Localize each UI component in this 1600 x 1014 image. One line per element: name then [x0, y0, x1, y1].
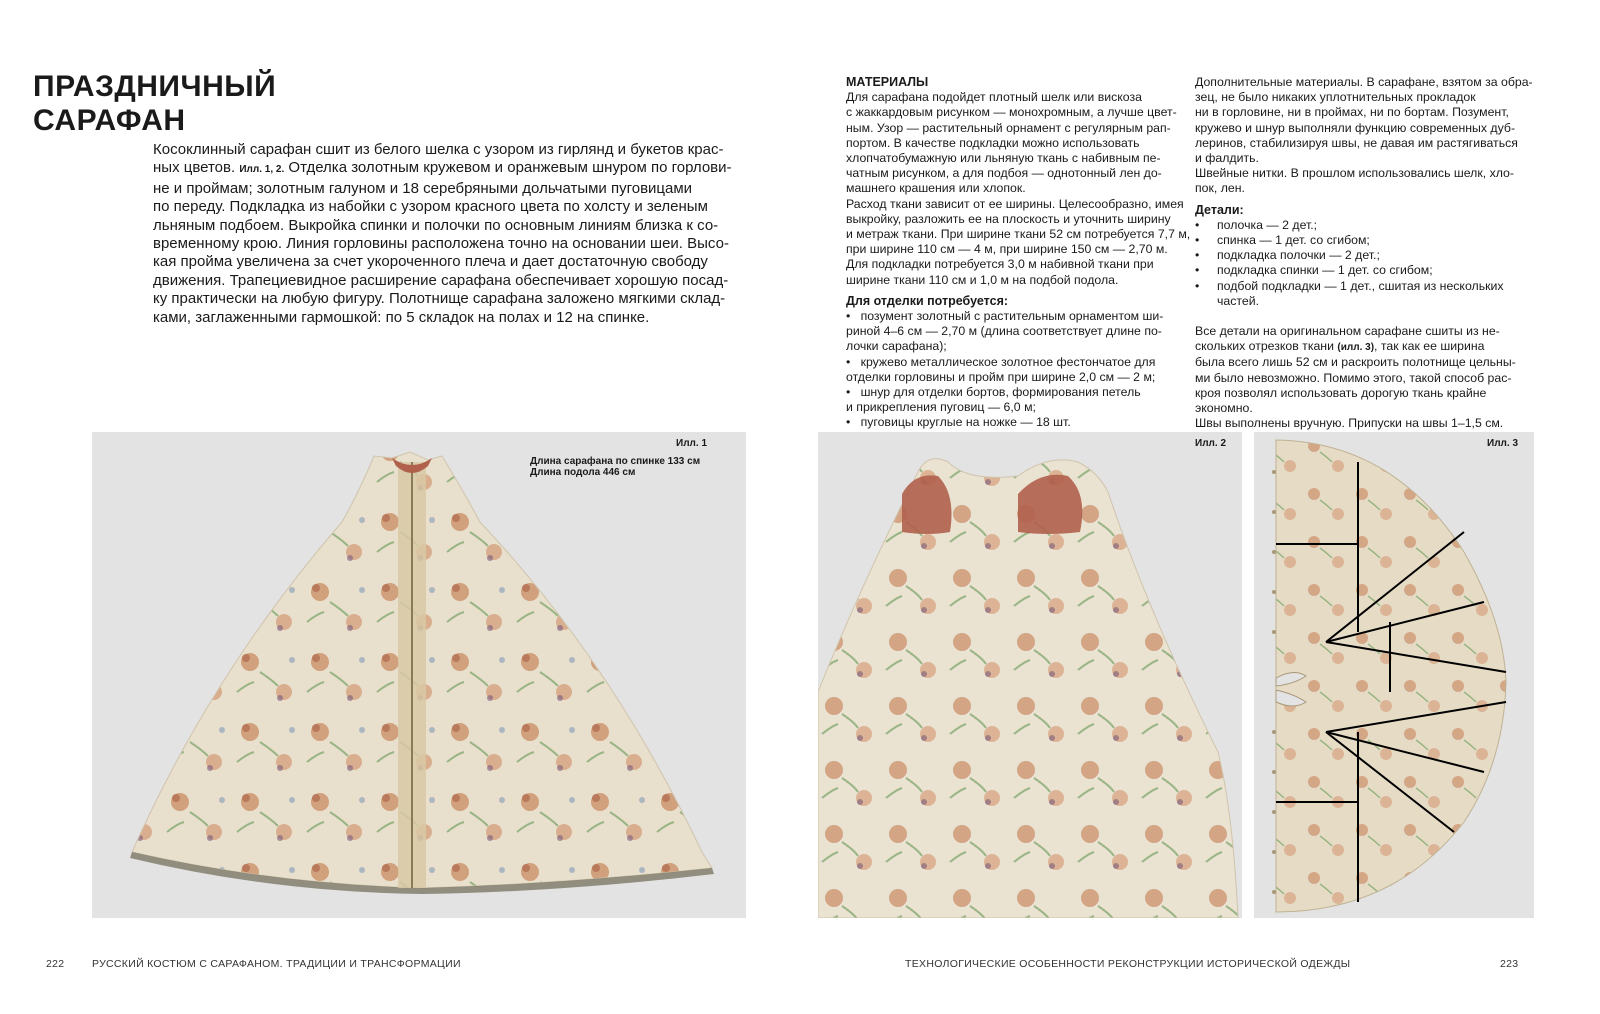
- materials-line: с жаккардовым рисунком — монохромным, а лучше цвет-: [846, 105, 1177, 120]
- title-line-2: САРАФАН: [33, 104, 186, 137]
- cutting-line: Швы выполнены вручную. Припуски на швы 1–1,5 см.: [1195, 416, 1504, 431]
- details-text: частей.: [1217, 293, 1260, 308]
- details-list-item: [1195, 218, 1540, 233]
- details-list-item: [1195, 279, 1540, 309]
- trim-line: и прикрепления пуговиц — 6,0 м;: [846, 400, 1036, 415]
- bullet: •: [846, 415, 851, 430]
- intro-line: ками, заглаженными гармошкой: по 5 складок на полах и 12 на спинке.: [153, 308, 650, 326]
- figure-3-photo: [1254, 432, 1534, 918]
- intro-text: ных цветов.: [153, 159, 240, 177]
- cutting-line: Все детали на оригинальном сарафане сшиты из не-: [1195, 324, 1500, 339]
- materials-line: Расход ткани зависит от ее ширины. Целесообразно, имея: [846, 196, 1184, 211]
- extra-line: Дополнительные материалы. В сарафане, взятом за обра-: [1195, 75, 1533, 89]
- extra-line: леринов, стабилизируя швы, не давая им растягиваться: [1195, 135, 1518, 150]
- cutting-line: экономно.: [1195, 401, 1253, 416]
- intro-text: Отделка золотным кружевом и оранжевым шнуром по горлови-: [284, 159, 732, 177]
- materials-line: при ширине 110 см — 4 м, при ширине 150 см — 2,70 м.: [846, 242, 1168, 257]
- bullet: •: [1195, 233, 1200, 248]
- materials-line: машнего крашения или хлопок.: [846, 181, 1026, 196]
- sarafan-back-image: [818, 432, 1242, 918]
- trim-heading: Для отделки потребуется:: [846, 293, 1009, 308]
- figure-3-label: Илл. 3: [1487, 438, 1519, 449]
- cutting-line: была всего лишь 52 см и раскроить полотнище цельны-: [1195, 355, 1516, 370]
- extra-column: [1195, 75, 1540, 431]
- materials-line: портом. В качестве подкладки можно использовать: [846, 135, 1140, 150]
- bullet: •: [846, 385, 851, 400]
- materials-line: ширине ткани 110 см и 1,0 м на подбой подола.: [846, 272, 1119, 287]
- title-line-1: ПРАЗДНИЧНЫЙ: [33, 70, 277, 103]
- extra-line: и фалдить.: [1195, 151, 1259, 166]
- page-number-left: 222: [46, 958, 65, 970]
- figure-reference: (илл. 3): [1337, 342, 1375, 354]
- cutting-line: ми было невозможно. Помимо этого, такой способ рас-: [1195, 370, 1512, 385]
- bullet: •: [1195, 263, 1200, 278]
- figure-1-caption: [530, 456, 700, 478]
- running-head-left: РУССКИЙ КОСТЮМ С САРАФАНОМ. ТРАДИЦИИ И ТРАНСФОРМАЦИИ: [92, 958, 461, 970]
- materials-heading: МАТЕРИАЛЫ: [846, 75, 929, 89]
- details-text: подкладка полочки — 2 дет.;: [1217, 248, 1380, 263]
- running-head-right: ТЕХНОЛОГИЧЕСКИЕ ОСОБЕННОСТИ РЕКОНСТРУКЦИИ ИСТОРИЧЕСКОЙ ОДЕЖДЫ: [905, 958, 1351, 970]
- caption-length-back: Длина сарафана по спинке 133 см: [530, 456, 701, 467]
- figure-1-photo: [92, 432, 746, 918]
- page-title: [33, 70, 276, 138]
- extra-line: кружево и шнур выполняли функцию современных дуб-: [1195, 120, 1516, 135]
- intro-line: по переду. Подкладка из набойки с узором красного цвета по холсту и зеленым: [153, 198, 708, 216]
- extra-line: Швейные нитки. В прошлом использовались шелк, хло-: [1195, 166, 1514, 181]
- trim-line: [846, 385, 1176, 400]
- intro-line: ку практически на любую фигуру. Полотнище сарафана заложено мягкими склад-: [153, 290, 726, 308]
- details-list-item: [1195, 248, 1540, 263]
- intro-paragraph: [153, 141, 733, 327]
- figure-1-label: Илл. 1: [676, 438, 708, 449]
- materials-line: выкройку, разложить ее на плоскость и уточнить ширину: [846, 211, 1171, 226]
- trim-text: пуговицы круглые на ножке — 18 шт.: [860, 415, 1071, 430]
- trim-line: отделки горловины и пройм при ширине 2,0 см — 2 м;: [846, 369, 1156, 384]
- materials-line: ным. Узор — растительный орнамент с регулярным рап-: [846, 120, 1171, 135]
- cutting-line: [1195, 339, 1540, 355]
- details-list-item: [1195, 263, 1540, 278]
- intro-line: не и проймам; золотным галуном и 18 серебряными дольчатыми пуговицами: [153, 179, 693, 197]
- trim-text: позумент золотный с растительным орнаментом ши-: [860, 309, 1164, 324]
- materials-line: Для сарафана подойдет плотный шелк или вискоза: [846, 90, 1142, 105]
- intro-line: [153, 159, 733, 179]
- trim-text: шнур для отделки бортов, формирования петель: [860, 385, 1141, 400]
- trim-text: кружево металлическое золотное фестончатое для: [860, 354, 1156, 369]
- cutting-paragraph: [1195, 324, 1540, 431]
- details-text: подбой подкладки — 1 дет., сшитая из нескольких: [1217, 278, 1504, 293]
- intro-line: временному крою. Линия горловины расположена точно на основании шеи. Высо-: [153, 235, 729, 253]
- extra-line: зец, не было никаких уплотнительных прокладок: [1195, 90, 1476, 105]
- figure-reference: Илл. 1, 2.: [239, 164, 285, 176]
- caption-hem-length: Длина подола 446 см: [530, 467, 636, 478]
- extra-line: ни в горловине, ни в проймах, ни по бортам. Позумент,: [1195, 105, 1509, 120]
- bullet: •: [846, 309, 851, 324]
- figure-2-photo: [818, 432, 1242, 918]
- trim-line: лочки сарафана);: [846, 339, 947, 354]
- trim-line: [846, 415, 1176, 430]
- intro-line: движения. Трапециевидное расширение сарафана обеспечивает хорошую посад-: [153, 271, 729, 289]
- page-number-right: 223: [1500, 958, 1519, 970]
- trim-list-item: [846, 309, 1176, 355]
- bullet: •: [1195, 248, 1200, 263]
- trim-list-item: [846, 355, 1176, 385]
- trim-list-item: [846, 385, 1176, 415]
- sarafan-front-image: [92, 432, 746, 918]
- details-text: спинка — 1 дет. со сгибом;: [1217, 233, 1370, 248]
- materials-column: [846, 75, 1191, 431]
- details-heading: Детали:: [1195, 202, 1244, 217]
- trim-line: [846, 355, 1176, 370]
- intro-line: льняным подбоем. Выкройка спинки и полочки по основным линиям близка к со-: [153, 216, 719, 234]
- trim-line: [846, 309, 1176, 324]
- details-list-item: [1195, 233, 1540, 248]
- materials-line: и метраж ткани. При ширине ткани 52 см потребуется 7,7 м,: [846, 227, 1191, 242]
- details-text: подкладка спинки — 1 дет. со сгибом;: [1217, 263, 1433, 278]
- intro-line: кая пройма увеличена за счет укороченного плеча и дает достаточную свободу: [153, 253, 708, 271]
- bullet: •: [1195, 217, 1200, 232]
- materials-line: Для подкладки потребуется 3,0 м набивной ткани при: [846, 257, 1154, 272]
- trim-line: риной 4–6 см — 2,70 м (длина соответствует длине по-: [846, 324, 1162, 339]
- intro-line: Косоклинный сарафан сшит из белого шелка с узором из гирлянд и букетов крас-: [153, 141, 724, 158]
- details-text: полочка — 2 дет.;: [1217, 217, 1318, 232]
- sarafan-pattern-layout-image: [1254, 432, 1534, 918]
- figure-2-label: Илл. 2: [1195, 438, 1227, 449]
- materials-line: чатным рисунком, а для подбоя — однотонный лен до-: [846, 166, 1162, 181]
- trim-list-item: [846, 415, 1176, 430]
- cutting-text: , так как ее ширина: [1374, 339, 1485, 354]
- cutting-line: кроя позволял использовать дорогую ткань крайне: [1195, 385, 1487, 400]
- bullet: •: [846, 354, 851, 369]
- extra-line: пок, лен.: [1195, 181, 1245, 196]
- materials-line: хлопчатобумажную или льняную ткань с набивным пе-: [846, 151, 1161, 166]
- bullet: •: [1195, 278, 1200, 293]
- cutting-text: скольких отрезков ткани: [1195, 339, 1338, 354]
